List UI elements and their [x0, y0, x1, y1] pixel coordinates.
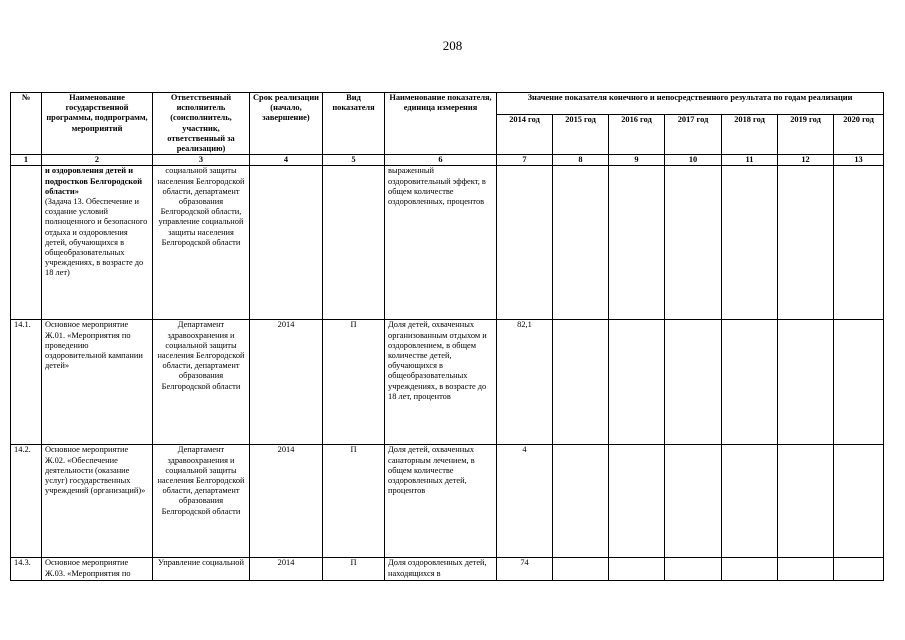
column-number: 1	[11, 155, 42, 166]
column-number: 7	[497, 155, 553, 166]
row-type: П	[323, 320, 385, 445]
row-term: 2014	[250, 558, 323, 581]
row-value	[553, 320, 609, 445]
column-number: 4	[250, 155, 323, 166]
column-numbers-row	[11, 155, 884, 166]
row-indicator: Доля детей, охваченных организованным отдыхом и оздоровлением, в общем количестве детей, обучающихся в общеобразовательных учреждениях, в возрасте до 18 лет, процентов	[385, 320, 497, 445]
row-executor: Департамент здравоохранения и социальной защиты населения Белгородской области, департамент образования Белгородской области	[153, 320, 250, 445]
row-value: 82,1	[497, 320, 553, 445]
row-value	[722, 166, 778, 320]
row-term: 2014	[250, 445, 323, 558]
header-year: 2020 год	[834, 115, 884, 155]
header-year: 2015 год	[553, 115, 609, 155]
row-value	[609, 445, 665, 558]
row-value	[834, 558, 884, 581]
column-number: 12	[778, 155, 834, 166]
column-number: 3	[153, 155, 250, 166]
column-number: 8	[553, 155, 609, 166]
row-num: 14.1.	[11, 320, 42, 445]
row-value	[778, 166, 834, 320]
header-num: №	[11, 93, 42, 155]
row-value	[778, 445, 834, 558]
header-term: Срок реализации (начало, завершение)	[250, 93, 323, 155]
header-year: 2014 год	[497, 115, 553, 155]
row-program: Основное мероприятие Ж.01. «Мероприятия по проведению оздоровительной кампании детей»	[42, 320, 153, 445]
header-year: 2018 год	[722, 115, 778, 155]
page-number: 208	[442, 38, 463, 53]
row-num: 14.2.	[11, 445, 42, 558]
column-number: 6	[385, 155, 497, 166]
row-program: Основное мероприятие Ж.02. «Обеспечение деятельности (оказание услуг) государственных учреждений (организаций)»	[42, 445, 153, 558]
row-value	[722, 445, 778, 558]
table-row	[11, 445, 884, 558]
row-value	[778, 558, 834, 581]
column-number: 11	[722, 155, 778, 166]
row-value	[497, 166, 553, 320]
table-row	[11, 166, 884, 320]
column-number: 2	[42, 155, 153, 166]
program-title-continued: и оздоровления детей и подростков Белгородской области»	[45, 166, 143, 196]
row-value	[834, 445, 884, 558]
column-number: 5	[323, 155, 385, 166]
row-term	[250, 166, 323, 320]
row-program: Основное мероприятие Ж.03. «Мероприятия по	[42, 558, 153, 581]
row-num	[11, 166, 42, 320]
row-value	[665, 320, 722, 445]
row-executor: Департамент здравоохранения и социальной защиты населения Белгородской области, департамент образования Белгородской области	[153, 445, 250, 558]
row-value	[609, 166, 665, 320]
header-executor: Ответственный исполнитель (соисполнитель, участник, ответственный за реализацию)	[153, 93, 250, 155]
program-task: (Задача 13. Обеспечение и создание условий полноценного и безопасного отдыха и оздоровления детей, обучающихся в общеобразовательных учреждениях, в возрасте до 18 лет)	[45, 197, 148, 278]
header-program: Наименование государственной программы, подпрограмм, мероприятий	[42, 93, 153, 155]
row-value	[834, 166, 884, 320]
column-number: 10	[665, 155, 722, 166]
column-number: 9	[609, 155, 665, 166]
row-type: П	[323, 445, 385, 558]
header-row	[11, 93, 884, 115]
header-type: Вид показателя	[323, 93, 385, 155]
row-program	[42, 166, 153, 320]
row-type: П	[323, 558, 385, 581]
table-row	[11, 558, 884, 581]
row-type	[323, 166, 385, 320]
header-year: 2019 год	[778, 115, 834, 155]
table-row	[11, 320, 884, 445]
column-number: 13	[834, 155, 884, 166]
row-value	[722, 320, 778, 445]
header-year: 2017 год	[665, 115, 722, 155]
row-value	[665, 558, 722, 581]
row-executor: Управление социальной	[153, 558, 250, 581]
row-indicator: Доля детей, охваченных санаторным лечением, в общем количестве оздоровленных детей, процентов	[385, 445, 497, 558]
indicators-table	[10, 92, 884, 581]
row-value	[722, 558, 778, 581]
row-value	[553, 558, 609, 581]
row-value	[553, 445, 609, 558]
row-value: 74	[497, 558, 553, 581]
row-value	[665, 445, 722, 558]
row-value	[665, 166, 722, 320]
row-indicator: Доля оздоровленных детей, находящихся в	[385, 558, 497, 581]
header-values-group: Значение показателя конечного и непосредственного результата по годам реализации	[497, 93, 884, 115]
row-executor: социальной защиты населения Белгородской области, департамент образования Белгородской области, управление социальной защиты населения Белгородской области	[153, 166, 250, 320]
row-value	[609, 320, 665, 445]
header-year: 2016 год	[609, 115, 665, 155]
row-indicator: выраженный оздоровительный эффект, в общем количестве оздоровленных, процентов	[385, 166, 497, 320]
row-value	[609, 558, 665, 581]
row-value	[834, 320, 884, 445]
row-term: 2014	[250, 320, 323, 445]
row-value	[778, 320, 834, 445]
header-indicator: Наименование показателя, единица измерения	[385, 93, 497, 155]
row-value	[553, 166, 609, 320]
row-num: 14.3.	[11, 558, 42, 581]
row-value: 4	[497, 445, 553, 558]
